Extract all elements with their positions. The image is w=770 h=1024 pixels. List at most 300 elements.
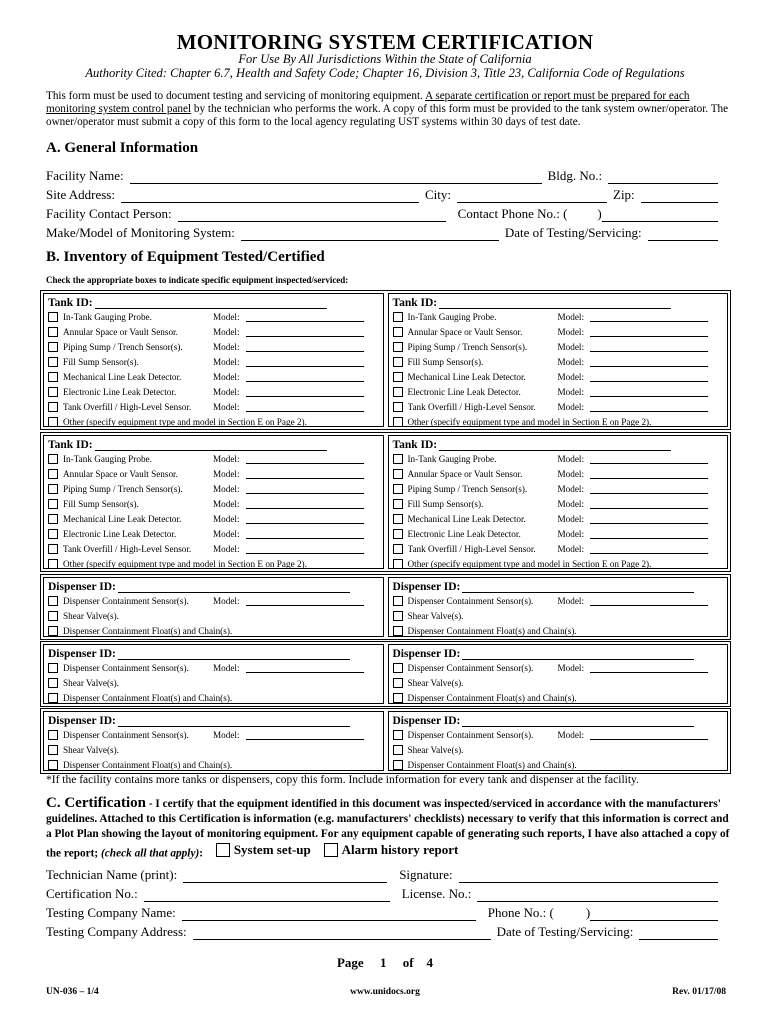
equipment-item[interactable] [48,384,379,399]
dispenser-item-name: Dispenser Containment Float(s) and Chain(s). [63,692,233,703]
equipment-item[interactable] [393,369,724,384]
model-field[interactable] [590,513,708,524]
model-field[interactable] [246,498,364,509]
page-total: 4 [426,955,434,970]
dispenser-item-name: Dispenser Containment Float(s) and Chain(s). [63,759,233,770]
other-checkbox[interactable] [48,559,58,569]
model-field[interactable] [246,483,364,494]
model-field[interactable] [246,341,364,352]
dispenser-checkbox[interactable] [48,678,58,688]
dispenser-item-name: Dispenser Containment Float(s) and Chain(s). [407,625,577,636]
model-field[interactable] [590,595,708,606]
equipment-checkbox[interactable] [48,484,58,494]
inventory-block [40,708,731,774]
dispenser-checkbox[interactable] [393,745,403,755]
model-field[interactable] [590,543,708,554]
company-address-field[interactable] [193,927,491,940]
dispenser-checkbox[interactable] [48,663,58,673]
cert-date-field[interactable] [639,927,718,940]
dispenser-id-field[interactable] [462,714,694,727]
contact-person-label: Facility Contact Person: [46,206,172,221]
model-field[interactable] [590,729,708,740]
dispenser-column [388,711,729,771]
intro-text-1: This form must be used to document testing and servicing of monitoring equipment. [46,90,426,102]
equipment-item[interactable] [393,384,724,399]
tank-column [388,435,729,569]
equipment-item[interactable] [48,496,379,511]
equipment-checkbox[interactable] [393,469,403,479]
model-field[interactable] [590,498,708,509]
equipment-checkbox[interactable] [48,402,58,412]
dispenser-item-name: Dispenser Containment Float(s) and Chain(s). [407,759,577,770]
equipment-checkbox[interactable] [48,544,58,554]
dispenser-id-label: Dispenser ID: [392,581,461,593]
dispenser-id-label: Dispenser ID: [392,715,461,727]
equipment-name: Electronic Line Leak Detector. [63,386,177,397]
equipment-checkbox[interactable] [393,544,403,554]
equipment-checkbox[interactable] [48,312,58,322]
model-label: Model: [557,595,585,606]
equipment-name: In-Tank Gauging Probe. [407,453,497,464]
other-equipment-label: Other (specify equipment type and model in Section E on Page 2). [63,558,307,569]
tank-id-label: Tank ID: [392,297,438,309]
tank-id-label: Tank ID: [48,439,93,451]
tank-id-field[interactable] [439,296,671,309]
equipment-checkbox[interactable] [393,387,403,397]
tank-id-header [393,295,724,309]
dispenser-item[interactable] [393,675,724,690]
dispenser-item-name: Shear Valve(s). [407,677,464,688]
system-setup-option[interactable] [216,842,311,857]
model-label: Model: [213,311,240,322]
model-field[interactable] [246,311,364,322]
model-field[interactable] [590,468,708,479]
company-name-field[interactable] [182,908,476,921]
dispenser-item-name: Dispenser Containment Sensor(s). [407,729,534,740]
model-field[interactable] [246,453,364,464]
equipment-name: In-Tank Gauging Probe. [63,453,152,464]
equipment-checkbox[interactable] [48,342,58,352]
tank-id-label: Tank ID: [48,297,93,309]
dispenser-checkbox[interactable] [48,596,58,606]
dispenser-checkbox[interactable] [393,663,403,673]
model-field[interactable] [590,483,708,494]
license-no-field[interactable] [477,889,718,902]
authority-cited: Authority Cited: Chapter 6.7, Health and Safety Code; Chapter 16, Division 3, Title 23, California Code of Regulations [85,66,685,80]
dispenser-checkbox[interactable] [48,745,58,755]
dispenser-item-name: Shear Valve(s). [63,610,119,621]
model-label: Model: [557,371,585,382]
dispenser-column [388,577,729,637]
model-field[interactable] [590,662,708,673]
dispenser-checkbox[interactable] [48,760,58,770]
model-field[interactable] [246,662,364,673]
inventory-block [40,432,731,572]
contact-phone-label: Contact Phone No.: ( [457,206,568,221]
equipment-name: Fill Sump Sensor(s). [407,498,484,509]
certification-text: - I certify that the equipment identified in this document was inspected/serviced in accordance with the manufacturers' guidelines. Attached to this Certification is information (e.g. manufacturers' checklists) necessary to verify that this information is correct and a Plot Plan showing the layout of monitoring equipment. For any equipment capable of generating such reports, I have also attached a copy of the report; [46,798,730,860]
dispenser-id-label: Dispenser ID: [48,648,116,660]
model-field[interactable] [590,356,708,367]
dispenser-id-header [48,646,379,660]
model-label: Model: [557,341,585,352]
dispenser-id-header [393,713,724,727]
model-field[interactable] [246,468,364,479]
intro-paragraph [46,90,730,129]
equipment-checkbox[interactable] [393,514,403,524]
dispenser-item[interactable] [48,608,379,623]
form-title: MONITORING SYSTEM CERTIFICATION [176,30,594,54]
model-field[interactable] [590,341,708,352]
equipment-checkbox[interactable] [48,454,58,464]
inventory-block [40,574,731,640]
model-field[interactable] [246,386,364,397]
tank-id-field[interactable] [439,438,671,451]
equipment-item[interactable] [393,309,724,324]
dispenser-id-field[interactable] [462,580,694,593]
model-label: Model: [213,662,240,673]
equipment-item[interactable] [393,541,724,556]
cert-date-label: Date of Testing/Servicing: [496,924,634,939]
model-label: Model: [213,595,240,606]
contact-phone-field[interactable] [602,209,718,222]
contact-row [46,206,718,222]
equipment-name: Mechanical Line Leak Detector. [63,371,182,382]
dispenser-item[interactable] [393,623,724,638]
model-label: Model: [557,311,585,322]
model-field[interactable] [590,326,708,337]
model-label: Model: [557,543,585,554]
dispenser-column [43,711,384,771]
equipment-item[interactable] [393,466,724,481]
site-address-label: Site Address: [46,187,115,202]
model-label: Model: [557,326,585,337]
equipment-item[interactable] [48,451,379,466]
dispenser-checkbox[interactable] [48,730,58,740]
equipment-checkbox[interactable] [393,484,403,494]
dispenser-item-name: Dispenser Containment Float(s) and Chain(s). [63,625,233,636]
equipment-checkbox[interactable] [48,514,58,524]
equipment-checkbox[interactable] [48,327,58,337]
model-field[interactable] [246,371,364,382]
dispenser-checkbox[interactable] [48,693,58,703]
equipment-item[interactable] [48,309,379,324]
model-field[interactable] [590,453,708,464]
model-label: Model: [557,468,585,479]
dispenser-item[interactable] [393,757,724,772]
equipment-name: Fill Sump Sensor(s). [63,356,139,367]
dispenser-id-label: Dispenser ID: [48,715,116,727]
equipment-item[interactable] [48,526,379,541]
phone-no-field[interactable] [590,908,718,921]
dispenser-checkbox[interactable] [393,678,403,688]
company-row [46,905,718,921]
make-model-label: Make/Model of Monitoring System: [46,225,235,240]
model-label: Model: [213,729,240,740]
dispenser-checkbox[interactable] [48,611,58,621]
cert-license-row [46,886,718,902]
model-label: Model: [557,662,585,673]
dispenser-checkbox[interactable] [393,596,403,606]
model-label: Model: [213,341,240,352]
equipment-item[interactable] [393,511,724,526]
equipment-name: Tank Overfill / High-Level Sensor. [63,543,192,554]
equipment-item[interactable] [393,481,724,496]
dispenser-item-name: Dispenser Containment Sensor(s). [407,595,534,606]
dispenser-id-field[interactable] [118,647,350,660]
dispenser-item-name: Shear Valve(s). [63,744,119,755]
other-equipment-item[interactable] [48,414,379,429]
check-all-note: (check all that apply) [101,847,200,860]
dispenser-item[interactable] [393,660,724,675]
equipment-item[interactable] [48,324,379,339]
dispenser-item[interactable] [48,675,379,690]
inventory-block [40,641,731,707]
dispenser-checkbox[interactable] [393,626,403,636]
equipment-name: Piping Sump / Trench Sensor(s). [407,341,528,352]
tank-column [388,293,729,427]
equipment-checkbox[interactable] [393,312,403,322]
dispenser-column [43,577,384,637]
section-c-heading: C. Certification [46,795,146,811]
facility-name-field[interactable] [130,171,542,184]
signature-field[interactable] [459,870,718,883]
model-field[interactable] [246,729,364,740]
equipment-item[interactable] [48,511,379,526]
dispenser-item[interactable] [393,593,724,608]
dispenser-item-name: Dispenser Containment Sensor(s). [407,662,534,673]
form-id: UN-036 – 1/4 [46,987,99,997]
page-label: Page [336,955,364,970]
equipment-checkbox[interactable] [393,372,403,382]
other-equipment-item[interactable] [393,414,724,429]
other-equipment-item[interactable] [393,556,724,571]
dispenser-item[interactable] [48,623,379,638]
equipment-checkbox[interactable] [393,357,403,367]
equipment-name: Fill Sump Sensor(s). [63,498,139,509]
technician-row [46,867,718,883]
model-label: Model: [213,513,240,524]
website-link[interactable]: www.unidocs.org [350,987,420,997]
equipment-item[interactable] [48,541,379,556]
equipment-checkbox[interactable] [393,342,403,352]
equipment-checkbox[interactable] [48,499,58,509]
equipment-checkbox[interactable] [48,469,58,479]
model-field[interactable] [590,528,708,539]
dispenser-id-field[interactable] [118,580,350,593]
tank-id-header [48,437,379,451]
facility-name-label: Facility Name: [46,168,124,183]
model-field[interactable] [246,356,364,367]
model-field[interactable] [246,595,364,606]
phone-no-label: Phone No.: ( [487,905,554,920]
dispenser-checkbox[interactable] [393,693,403,703]
other-equipment-item[interactable] [48,556,379,571]
other-equipment-label: Other (specify equipment type and model in Section E on Page 2). [407,558,652,569]
equipment-name: Tank Overfill / High-Level Sensor. [407,543,536,554]
model-field[interactable] [590,386,708,397]
model-label: Model: [557,513,585,524]
dispenser-item-name: Shear Valve(s). [407,610,464,621]
dispenser-item[interactable] [48,690,379,705]
model-label: Model: [557,483,585,494]
inventory-footnote: *If the facility contains more tanks or dispensers, copy this form. Include information for every tank and dispenser at the facility. [46,774,639,786]
model-label: Model: [557,386,585,397]
dispenser-id-field[interactable] [118,714,350,727]
model-label: Model: [213,543,240,554]
equipment-item[interactable] [48,369,379,384]
equipment-item[interactable] [393,354,724,369]
equipment-name: Tank Overfill / High-Level Sensor. [407,401,536,412]
equipment-checkbox[interactable] [48,387,58,397]
dispenser-item[interactable] [393,727,724,742]
dispenser-item-name: Shear Valve(s). [63,677,119,688]
contact-person-field[interactable] [178,209,446,222]
dispenser-item[interactable] [48,593,379,608]
other-checkbox[interactable] [393,559,403,569]
dispenser-checkbox[interactable] [48,626,58,636]
equipment-item[interactable] [393,526,724,541]
model-label: Model: [557,498,585,509]
date-testing-field[interactable] [648,228,718,241]
model-label: Model: [213,468,240,479]
model-field[interactable] [246,401,364,412]
model-field[interactable] [246,528,364,539]
dispenser-checkbox[interactable] [393,611,403,621]
model-label: Model: [213,483,240,494]
dispenser-item[interactable] [48,742,379,757]
make-model-row [46,225,718,241]
dispenser-id-label: Dispenser ID: [392,648,461,660]
equipment-item[interactable] [48,339,379,354]
equipment-name: Annular Space or Vault Sensor. [63,326,178,337]
model-field[interactable] [246,326,364,337]
equipment-checkbox[interactable] [48,357,58,367]
dispenser-id-header [48,579,379,593]
tank-id-label: Tank ID: [392,439,438,451]
equipment-checkbox[interactable] [48,529,58,539]
equipment-name: Fill Sump Sensor(s). [407,356,484,367]
model-label: Model: [213,453,240,464]
dispenser-checkbox[interactable] [393,730,403,740]
equipment-name: Annular Space or Vault Sensor. [407,326,523,337]
technician-name-field[interactable] [183,870,387,883]
dispenser-item-name: Shear Valve(s). [407,744,464,755]
dispenser-item[interactable] [393,742,724,757]
city-field[interactable] [457,190,607,203]
bldg-no-field[interactable] [608,171,718,184]
tank-id-header [393,437,724,451]
model-field[interactable] [246,513,364,524]
phone-paren: ) [585,905,591,920]
dispenser-id-header [393,646,724,660]
model-field[interactable] [246,543,364,554]
technician-name-label: Technician Name (print): [46,867,178,882]
section-b-instructions: Check the appropriate boxes to indicate specific equipment inspected/serviced: [46,275,349,285]
check-all-colon: : [199,847,203,860]
dispenser-id-label: Dispenser ID: [48,581,116,593]
equipment-item[interactable] [48,466,379,481]
tank-id-field[interactable] [95,296,327,309]
model-label: Model: [557,453,585,464]
equipment-item[interactable] [393,451,724,466]
equipment-checkbox[interactable] [393,499,403,509]
dispenser-checkbox[interactable] [393,760,403,770]
dispenser-item[interactable] [393,690,724,705]
equipment-name: Mechanical Line Leak Detector. [63,513,182,524]
make-model-field[interactable] [241,228,499,241]
equipment-item[interactable] [393,324,724,339]
equipment-item[interactable] [393,496,724,511]
equipment-checkbox[interactable] [393,529,403,539]
page-number: 1 [379,955,387,970]
equipment-checkbox[interactable] [48,372,58,382]
bldg-no-label: Bldg. No.: [547,168,603,183]
system-setup-checkbox[interactable] [216,843,230,857]
license-no-label: License. No.: [401,886,472,901]
model-label: Model: [213,326,240,337]
dispenser-item[interactable] [48,660,379,675]
other-checkbox[interactable] [48,417,58,427]
equipment-item[interactable] [48,354,379,369]
city-label: City: [424,187,451,202]
model-label: Model: [213,386,240,397]
equipment-item[interactable] [48,399,379,414]
intro-underlined: A separate certification or report must be prepared for each monitoring system control panel [46,90,690,115]
equipment-checkbox[interactable] [393,454,403,464]
model-field[interactable] [590,371,708,382]
contact-phone-paren: ) [597,206,602,221]
equipment-name: In-Tank Gauging Probe. [63,311,152,322]
zip-label: Zip: [613,187,635,202]
equipment-name: Electronic Line Leak Detector. [407,528,521,539]
alarm-history-checkbox[interactable] [324,843,338,857]
equipment-name: Mechanical Line Leak Detector. [407,513,526,524]
equipment-item[interactable] [393,399,724,414]
equipment-item[interactable] [393,339,724,354]
alarm-history-option[interactable] [324,842,459,857]
dispenser-item[interactable] [48,727,379,742]
equipment-name: Annular Space or Vault Sensor. [63,468,178,479]
model-field[interactable] [590,401,708,412]
tank-column [43,435,384,569]
date-testing-label: Date of Testing/Servicing: [504,225,642,240]
other-equipment-label: Other (specify equipment type and model in Section E on Page 2). [407,416,652,427]
tank-id-field[interactable] [95,438,327,451]
page-indicator [0,955,770,971]
equipment-name: Mechanical Line Leak Detector. [407,371,526,382]
dispenser-id-header [393,579,724,593]
equipment-item[interactable] [48,481,379,496]
equipment-checkbox[interactable] [393,327,403,337]
other-checkbox[interactable] [393,417,403,427]
site-address-field[interactable] [121,190,419,203]
cert-no-label: Certification No.: [46,886,138,901]
equipment-name: Piping Sump / Trench Sensor(s). [63,341,183,352]
dispenser-item[interactable] [393,608,724,623]
dispenser-item[interactable] [48,757,379,772]
dispenser-id-field[interactable] [462,647,694,660]
model-field[interactable] [590,311,708,322]
model-label: Model: [213,356,240,367]
dispenser-column [43,644,384,704]
site-address-row [46,187,718,203]
cert-no-field[interactable] [144,889,390,902]
equipment-checkbox[interactable] [393,402,403,412]
equipment-name: In-Tank Gauging Probe. [407,311,497,322]
tank-column [43,293,384,427]
zip-field[interactable] [641,190,718,203]
